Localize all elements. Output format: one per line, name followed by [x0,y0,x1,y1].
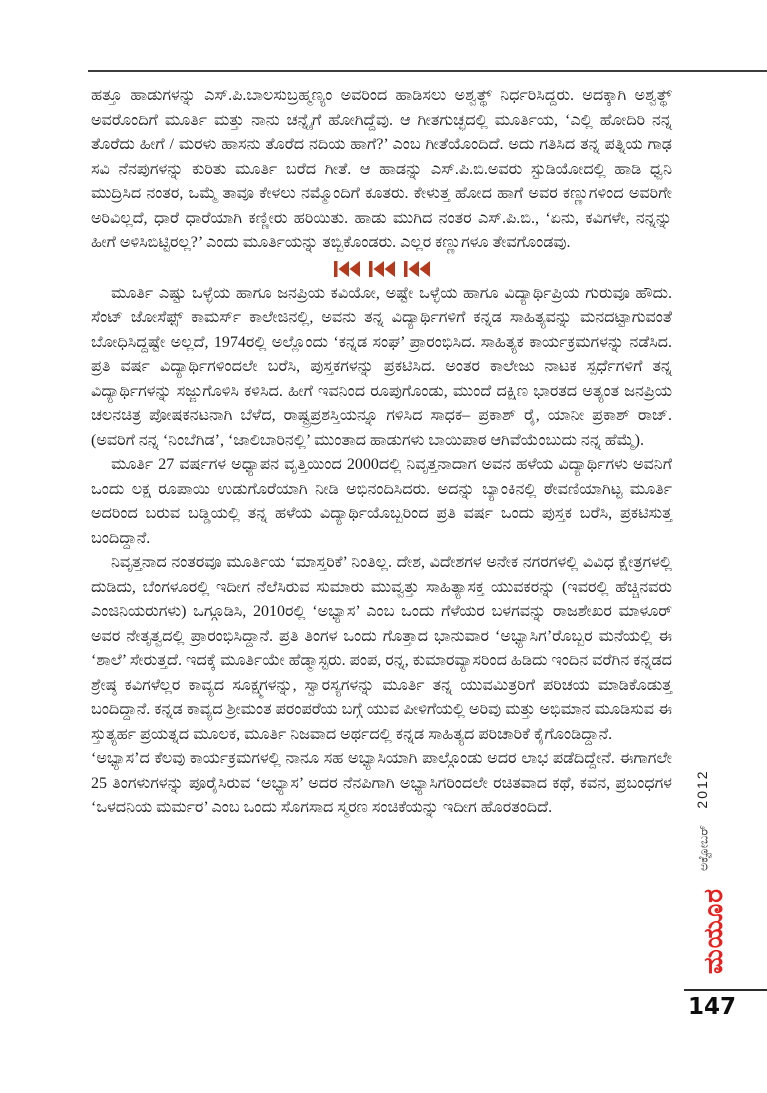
rewind-icon [369,261,395,277]
rewind-icon [404,261,430,277]
paragraph: ನಿವೃತ್ತನಾದ ನಂತರವೂ ಮೂರ್ತಿಯ ‘ಮಾಸ್ತರಿಕೆ’ ನಿಂತಿಲ್ಲ. ದೇಶ, ವಿದೇಶಗಳ ಅನೇಕ ನಗರಗಳಲ್ಲಿ ವಿವಿಧ ಕ್ಷೇತ್ರಗಳಲ್ಲಿ ದುಡಿದು, ಬೆಂಗಳೂರಲ್ಲಿ ಇದೀಗ ನೆಲೆಸಿರುವ ಸುಮಾರು ಮುವ್ವತ್ತು ಸಾಹಿತ್ಯಾಸಕ್ತ ಯುವಕರನ್ನು (ಇವರಲ್ಲಿ ಹೆಚ್ಚಿನವರು ಎಂಜಿನಿಯರುಗಳು) ಒಗ್ಗೂಡಿಸಿ, 2010ರಲ್ಲಿ ‘ಅಭ್ಯಾಸ’ ಎಂಬ ಒಂದು ಗೆಳೆಯರ ಬಳಗವನ್ನು ರಾಜಶೇಖರ ಮಾಳೂರ್ ಅವರ ನೇತೃತ್ವದಲ್ಲಿ ಪ್ರಾರಂಭಿಸಿದ್ದಾನೆ. ಪ್ರತಿ ತಿಂಗಳ ಒಂದು ಗೊತ್ತಾದ ಭಾನುವಾರ ‘ಅಭ್ಯಾಸಿಗ’ರೊಬ್ಬರ ಮನೆಯಲ್ಲಿ ಈ ‘ಶಾಲೆ’ ಸೇರುತ್ತದೆ. ಇದಕ್ಕೆ ಮೂರ್ತಿಯೇ ಹೆಡ್ಮಾಸ್ಟರು. ಪಂಪ, ರನ್ನ, ಕುಮಾರವ್ಯಾಸರಿಂದ ಹಿಡಿದು ಇಂದಿನ ವರೆಗಿನ ಕನ್ನಡದ ಶ್ರೇಷ್ಠ ಕವಿಗಳೆಲ್ಲರ ಕಾವ್ಯದ ಸೂಕ್ಷ್ಮಗಳನ್ನು, ಸ್ವಾರಸ್ಯಗಳನ್ನು ಮೂರ್ತಿ ತನ್ನ ಯುವಮಿತ್ರರಿಗೆ ಪರಿಚಯ ಮಾಡಿಕೊಡುತ್ತ ಬಂದಿದ್ದಾನೆ. ಕನ್ನಡ ಕಾವ್ಯದ ಶ್ರೀಮಂತ ಪರಂಪರೆಯ ಬಗ್ಗೆ ಯುವ ಪೀಳಿಗೆಯಲ್ಲಿ ಅರಿವು ಮತ್ತು ಅಭಿಮಾನ ಮೂಡಿಸುವ ಈ ಸ್ತುತ್ಯರ್ಹ ಪ್ರಯತ್ನದ ಮೂಲಕ, ಮೂರ್ತಿ ನಿಜವಾದ ಅರ್ಥದಲ್ಲಿ ಕನ್ನಡ ಸಾಹಿತ್ಯದ ಪರಿಚಾರಿಕೆ ಕೈಗೊಂಡಿದ್ದಾನೆ. [91,554,672,743]
page-number: 147 [688,994,737,1020]
paragraph-group-bottom [91,282,672,821]
paragraph: ಮೂರ್ತಿ 27 ವರ್ಷಗಳ ಅಧ್ಯಾಪನ ವೃತ್ತಿಯಿಂದ 2000ದಲ್ಲಿ ನಿವೃತ್ತನಾದಾಗ ಅವನ ಹಳೆಯ ವಿದ್ಯಾರ್ಥಿಗಳು ಅವನಿಗೆ ಒಂದು ಲಕ್ಷ ರೂಪಾಯಿ ಉಡುಗೊರೆಯಾಗಿ ನೀಡಿ ಅಭಿನಂದಿಸಿದರು. ಅದನ್ನು ಬ್ಯಾಂಕಿನಲ್ಲಿ ಠೇವಣಿಯಾಗಿಟ್ಟ ಮೂರ್ತಿ ಅದರಿಂದ ಬರುವ ಬಡ್ಡಿಯಲ್ಲಿ ತನ್ನ ಹಳೆಯ ವಿದ್ಯಾರ್ಥಿಯೊಬ್ಬರಿಂದ ಪ್ರತಿ ವರ್ಷ ಒಂದು ಪುಸ್ತಕ ಬರೆಸಿ, ಪ್ರಕಟಿಸುತ್ತ ಬಂದಿದ್ದಾನೆ. [91,456,672,547]
issue-month-vertical: ಅಕ್ಟೋಬರ್ [696,825,711,871]
issue-year-vertical: 2012 [694,769,710,809]
page-number-rule [684,989,767,991]
section-separator [91,256,672,282]
rewind-icon [334,261,360,277]
article-text [91,84,672,821]
paragraph-group-top [91,84,672,256]
paragraph: ಹತ್ತೂ ಹಾಡುಗಳನ್ನು ಎಸ್.ಪಿ.ಬಾಲಸುಬ್ರಹ್ಮಣ್ಯಂ ಅವರಿಂದ ಹಾಡಿಸಲು ಅಶ್ವತ್ಥ್ ನಿರ್ಧರಿಸಿದ್ದರು. ಅದಕ್ಕಾಗಿ ಅಶ್ವತ್ಥ್ ಅವರೊಂದಿಗೆ ಮೂರ್ತಿ ಮತ್ತು ನಾನು ಚನ್ನೈಗೆ ಹೋಗಿದ್ದೆವು. ಆ ಗೀತಗುಚ್ಛದಲ್ಲಿ ಮೂರ್ತಿಯ, ‘ಎಲ್ಲಿ ಹೋದಿರಿ ನನ್ನ ತೊರೆದು ಹೀಗೆ / ಮರಳು ಹಾಸನು ತೊರೆದ ನದಿಯ ಹಾಗೆ?’ ಎಂಬ ಗೀತೆಯೊಂದಿದೆ. ಅದು ಗತಿಸಿದ ತನ್ನ ಪತ್ನಿಯ ಗಾಢ ಸವಿ ನೆನಪುಗಳನ್ನು ಕುರಿತು ಮೂರ್ತಿ ಬರೆದ ಗೀತೆ. ಆ ಹಾಡನ್ನು ಎಸ್.ಪಿ.ಬಿ.ಅವರು ಸ್ಟುಡಿಯೋದಲ್ಲಿ ಹಾಡಿ ಧ್ವನಿ ಮುದ್ರಿಸಿದ ನಂತರ, ಒಮ್ಮೆ ತಾವೂ ಕೇಳಲು ನಮ್ಮೊಂದಿಗೆ ಕೂತರು. ಕೇಳುತ್ತ ಹೋದ ಹಾಗೆ ಅವರ ಕಣ್ಣುಗಳಿಂದ ಅವರಿಗೇ ಅರಿವಿಲ್ಲದೆ, ಧಾರೆ ಧಾರೆಯಾಗಿ ಕಣ್ಣೀರು ಹರಿಯಿತು. ಹಾಡು ಮುಗಿದ ನಂತರ ಎಸ್.ಪಿ.ಬಿ., ‘ಏನು, ಕವಿಗಳೇ, ನನ್ನನ್ನು ಹೀಗೆ ಅಳಿಸಿಬಿಟ್ಟಿರಲ್ಲ?’ ಎಂದು ಮೂರ್ತಿಯನ್ನು ತಬ್ಬಿಕೊಂಡರು. ಎಲ್ಲರ ಕಣ್ಣುಗಳೂ ತೇವಗೊಂಡವು. [91,87,672,251]
top-rule [88,70,767,72]
paragraph: ‘ಅಭ್ಯಾಸ’ದ ಕೆಲವು ಕಾರ್ಯಕ್ರಮಗಳಲ್ಲಿ ನಾನೂ ಸಹ ಅಭ್ಯಾಸಿಯಾಗಿ ಪಾಲ್ಗೊಂಡು ಅದರ ಲಾಭ ಪಡೆದಿದ್ದೇನೆ. ಈಗಾಗಲೇ 25 ತಿಂಗಳುಗಳನ್ನು ಪೂರೈಸಿರುವ ‘ಅಭ್ಯಾಸ’ ಅದರ ನೆನಪಿಗಾಗಿ ಅಭ್ಯಾಸಿಗರಿಂದಲೇ ರಚಿತವಾದ ಕಥೆ, ಕವನ, ಪ್ರಬಂಧಗಳ ‘ಒಳದನಿಯ ಮರ್ಮರ’ ಎಂಬ ಒಂದು ಸೊಗಸಾದ ಸ್ಮರಣ ಸಂಚಿಕೆಯನ್ನು ಇದೀಗ ಹೊರತಂದಿದೆ. [91,750,672,816]
magazine-logo-vertical: ಮಯೂರ [698,888,728,974]
paragraph: ಮೂರ್ತಿ ಎಷ್ಟು ಒಳ್ಳೆಯ ಹಾಗೂ ಜನಪ್ರಿಯ ಕವಿಯೋ, ಅಷ್ಟೇ ಒಳ್ಳೆಯ ಹಾಗೂ ವಿದ್ಯಾರ್ಥಿಪ್ರಿಯ ಗುರುವೂ ಹೌದು. ಸೆಂಟ್ ಜೋಸೆಫ್ಸ್ ಕಾಮರ್ಸ್ ಕಾಲೇಜಿನಲ್ಲಿ, ಅವನು ತನ್ನ ವಿದ್ಯಾರ್ಥಿಗಳಿಗೆ ಕನ್ನಡ ಸಾಹಿತ್ಯವನ್ನು ಮನದಟ್ಟಾಗುವಂತೆ ಬೋಧಿಸಿದ್ದಷ್ಟೇ ಅಲ್ಲದೆ, 1974ರಲ್ಲಿ ಅಲ್ಲೊಂದು ‘ಕನ್ನಡ ಸಂಘ’ ಪ್ರಾರಂಭಿಸಿದ. ಸಾಹಿತ್ಯಕ ಕಾರ್ಯಕ್ರಮಗಳನ್ನು ನಡೆಸಿದ. ಪ್ರತಿ ವರ್ಷ ವಿದ್ಯಾರ್ಥಿಗಳಿಂದಲೇ ಬರೆಸಿ, ಪುಸ್ತಕಗಳನ್ನು ಪ್ರಕಟಿಸಿದ. ಅಂತರ ಕಾಲೇಜು ನಾಟಕ ಸ್ಪರ್ಧೆಗಳಿಗೆ ತನ್ನ ವಿದ್ಯಾರ್ಥಿಗಳನ್ನು ಸಜ್ಜುಗೊಳಿಸಿ ಕಳಿಸಿದ. ಹೀಗೆ ಇವನಿಂದ ರೂಪುಗೊಂಡು, ಮುಂದೆ ದಕ್ಷಿಣ ಭಾರತದ ಅತ್ಯಂತ ಜನಪ್ರಿಯ ಚಲನಚಿತ್ರ ಪೋಷಕನಟನಾಗಿ ಬೆಳೆದ, ರಾಷ್ಟ್ರಪ್ರಶಸ್ತಿಯನ್ನೂ ಗಳಿಸಿದ ಸಾಧಕ– ಪ್ರಕಾಶ್ ರೈ, ಯಾನೀ ಪ್ರಕಾಶ್ ರಾಜ್. (ಅವರಿಗೆ ನನ್ನ ‘ನಿಂಬೆಗಿಡ’, ‘ಜಾಲಿಬಾರಿನಲ್ಲಿ’ ಮುಂತಾದ ಹಾಡುಗಳು ಬಾಯಿಪಾಠ ಆಗಿವೆಯೆಂಬುದು ನನ್ನ ಹೆಮ್ಮೆ). [91,284,672,449]
